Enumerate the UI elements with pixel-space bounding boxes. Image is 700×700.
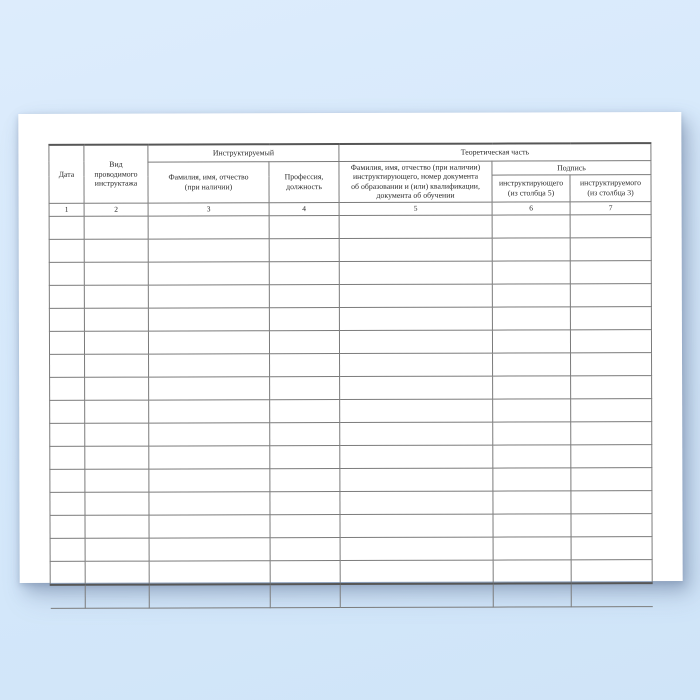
empty-cell [340, 514, 493, 537]
empty-cell [493, 513, 571, 536]
empty-cell [149, 584, 270, 608]
empty-cell [85, 515, 149, 538]
empty-row [49, 214, 651, 239]
empty-row [50, 559, 652, 584]
empty-cell [493, 352, 571, 375]
document-page [18, 112, 682, 583]
col-header-instructor-info: Фамилия, имя, отчество (при наличии) инструктирующего, номер документа об образовании и (или) квалификации, документа об обучении [339, 161, 492, 202]
empty-cell [570, 237, 651, 260]
empty-cell [49, 216, 84, 239]
empty-cell [149, 514, 270, 537]
empty-cell [340, 353, 493, 376]
empty-cell [85, 469, 149, 492]
col-number: 6 [492, 201, 570, 214]
empty-cell [270, 491, 340, 514]
empty-cell [571, 513, 652, 536]
instruction-journal-table [48, 142, 652, 608]
empty-cell [340, 399, 493, 422]
empty-cell [84, 308, 148, 331]
group-header-instructed: Инструктируемый [148, 144, 339, 162]
empty-cell [571, 467, 652, 490]
empty-cell [85, 400, 149, 423]
col-number: 7 [570, 201, 651, 214]
empty-cell [148, 215, 269, 238]
empty-cell [85, 423, 149, 446]
empty-cell [49, 262, 84, 285]
empty-cell [84, 216, 148, 239]
empty-row [50, 421, 652, 446]
empty-cell [493, 559, 571, 583]
table-header [49, 143, 651, 216]
empty-cell [85, 377, 149, 400]
empty-cell [269, 307, 339, 330]
empty-cell [50, 423, 85, 446]
group-header-theory: Теоретическая часть [339, 143, 651, 161]
empty-cell [570, 329, 651, 352]
empty-cell [269, 215, 339, 238]
col-header-name: Фамилия, имя, отчество (при наличии) [148, 161, 269, 202]
empty-cell [84, 239, 148, 262]
empty-cell [340, 491, 493, 514]
empty-cell [149, 399, 270, 422]
empty-cell [340, 445, 493, 468]
empty-cell [269, 284, 339, 307]
empty-cell [270, 422, 340, 445]
empty-row [50, 444, 652, 469]
empty-row [50, 536, 652, 561]
col-header-date: Дата [49, 145, 84, 203]
empty-cell [270, 468, 340, 491]
empty-cell [571, 352, 652, 375]
empty-cell [493, 467, 571, 490]
empty-cell [493, 375, 571, 398]
empty-cell [492, 283, 570, 306]
empty-cell [492, 329, 570, 352]
empty-cell [148, 238, 269, 261]
empty-cell [270, 353, 340, 376]
empty-cell [148, 330, 269, 353]
empty-cell [149, 537, 270, 560]
empty-cell [492, 306, 570, 329]
empty-cell [570, 306, 651, 329]
empty-cell [571, 559, 652, 583]
empty-cell [50, 538, 85, 561]
empty-cell [339, 330, 492, 353]
empty-cell [84, 331, 148, 354]
empty-cell [149, 491, 270, 514]
empty-cell [50, 515, 85, 538]
empty-cell [492, 260, 570, 283]
empty-cell [339, 261, 492, 284]
empty-cell [50, 584, 85, 608]
empty-cell [493, 490, 571, 513]
empty-cell [85, 354, 149, 377]
empty-row [50, 375, 652, 400]
empty-cell [84, 262, 148, 285]
empty-cell [570, 260, 651, 283]
empty-cell [492, 214, 570, 237]
empty-cell [269, 330, 339, 353]
empty-cell [85, 538, 149, 561]
empty-cell [149, 468, 270, 491]
col-number: 3 [148, 202, 269, 215]
empty-cell [339, 238, 492, 261]
empty-cell [571, 583, 652, 607]
empty-cell [49, 308, 84, 331]
empty-cell [493, 583, 571, 607]
empty-cell [149, 445, 270, 468]
empty-cell [571, 444, 652, 467]
empty-cell [340, 560, 493, 584]
empty-cell [50, 446, 85, 469]
empty-cell [571, 490, 652, 513]
empty-row [50, 352, 652, 377]
empty-cell [493, 444, 571, 467]
col-number: 1 [49, 203, 84, 216]
empty-cell [149, 353, 270, 376]
empty-row [49, 260, 651, 285]
empty-row [49, 329, 651, 354]
empty-cell [148, 307, 269, 330]
empty-row [49, 306, 651, 331]
empty-cell [49, 331, 84, 354]
empty-cell [85, 561, 149, 585]
empty-cell [493, 398, 571, 421]
empty-cell [270, 445, 340, 468]
empty-cell [340, 376, 493, 399]
col-header-signature-instructor: инструктирующего (из столбца 5) [492, 175, 570, 202]
empty-cell [148, 284, 269, 307]
col-number: 4 [269, 202, 339, 215]
empty-cell [340, 583, 493, 607]
empty-cell [340, 422, 493, 445]
empty-cell [85, 584, 149, 608]
empty-cell [339, 284, 492, 307]
empty-cell [50, 377, 85, 400]
empty-cell [270, 399, 340, 422]
empty-cell [50, 469, 85, 492]
empty-row [50, 490, 652, 515]
empty-cell [339, 307, 492, 330]
col-number: 2 [84, 203, 148, 216]
empty-cell [270, 584, 340, 608]
empty-cell [571, 536, 652, 559]
empty-row [49, 237, 651, 262]
empty-cell [85, 446, 149, 469]
empty-cell [269, 261, 339, 284]
empty-cell [571, 398, 652, 421]
col-header-signature-instructed: инструктируемого (из столбца 3) [570, 175, 651, 202]
empty-cell [570, 283, 651, 306]
empty-cell [571, 375, 652, 398]
empty-cell [84, 285, 148, 308]
empty-cell [50, 492, 85, 515]
empty-cell [149, 422, 270, 445]
group-header-signature: Подпись [492, 160, 651, 175]
continuation-row [50, 583, 652, 608]
empty-cell [50, 561, 85, 585]
empty-cell [340, 468, 493, 491]
empty-cell [85, 492, 149, 515]
empty-cell [270, 514, 340, 537]
empty-row [50, 513, 652, 538]
empty-cell [340, 537, 493, 560]
empty-cell [270, 376, 340, 399]
empty-cell [49, 285, 84, 308]
empty-cell [148, 261, 269, 284]
empty-cell [49, 239, 84, 262]
empty-row [50, 467, 652, 492]
empty-cell [149, 376, 270, 399]
empty-cell [492, 237, 570, 260]
empty-cell [493, 421, 571, 444]
empty-cell [50, 354, 85, 377]
empty-row [49, 283, 651, 308]
empty-cell [149, 560, 270, 584]
empty-cell [493, 536, 571, 559]
empty-row [50, 398, 652, 423]
empty-cell [270, 537, 340, 560]
empty-cell [339, 215, 492, 238]
col-header-instruction-type: Вид проводимого инструктажа [84, 145, 148, 203]
col-header-profession: Профессия, должность [269, 161, 339, 202]
col-number: 5 [339, 202, 492, 215]
empty-cell [270, 560, 340, 584]
empty-cell [269, 238, 339, 261]
table-body [49, 214, 652, 608]
empty-cell [571, 421, 652, 444]
empty-cell [50, 400, 85, 423]
header-row-groups [49, 143, 651, 162]
empty-cell [570, 214, 651, 237]
